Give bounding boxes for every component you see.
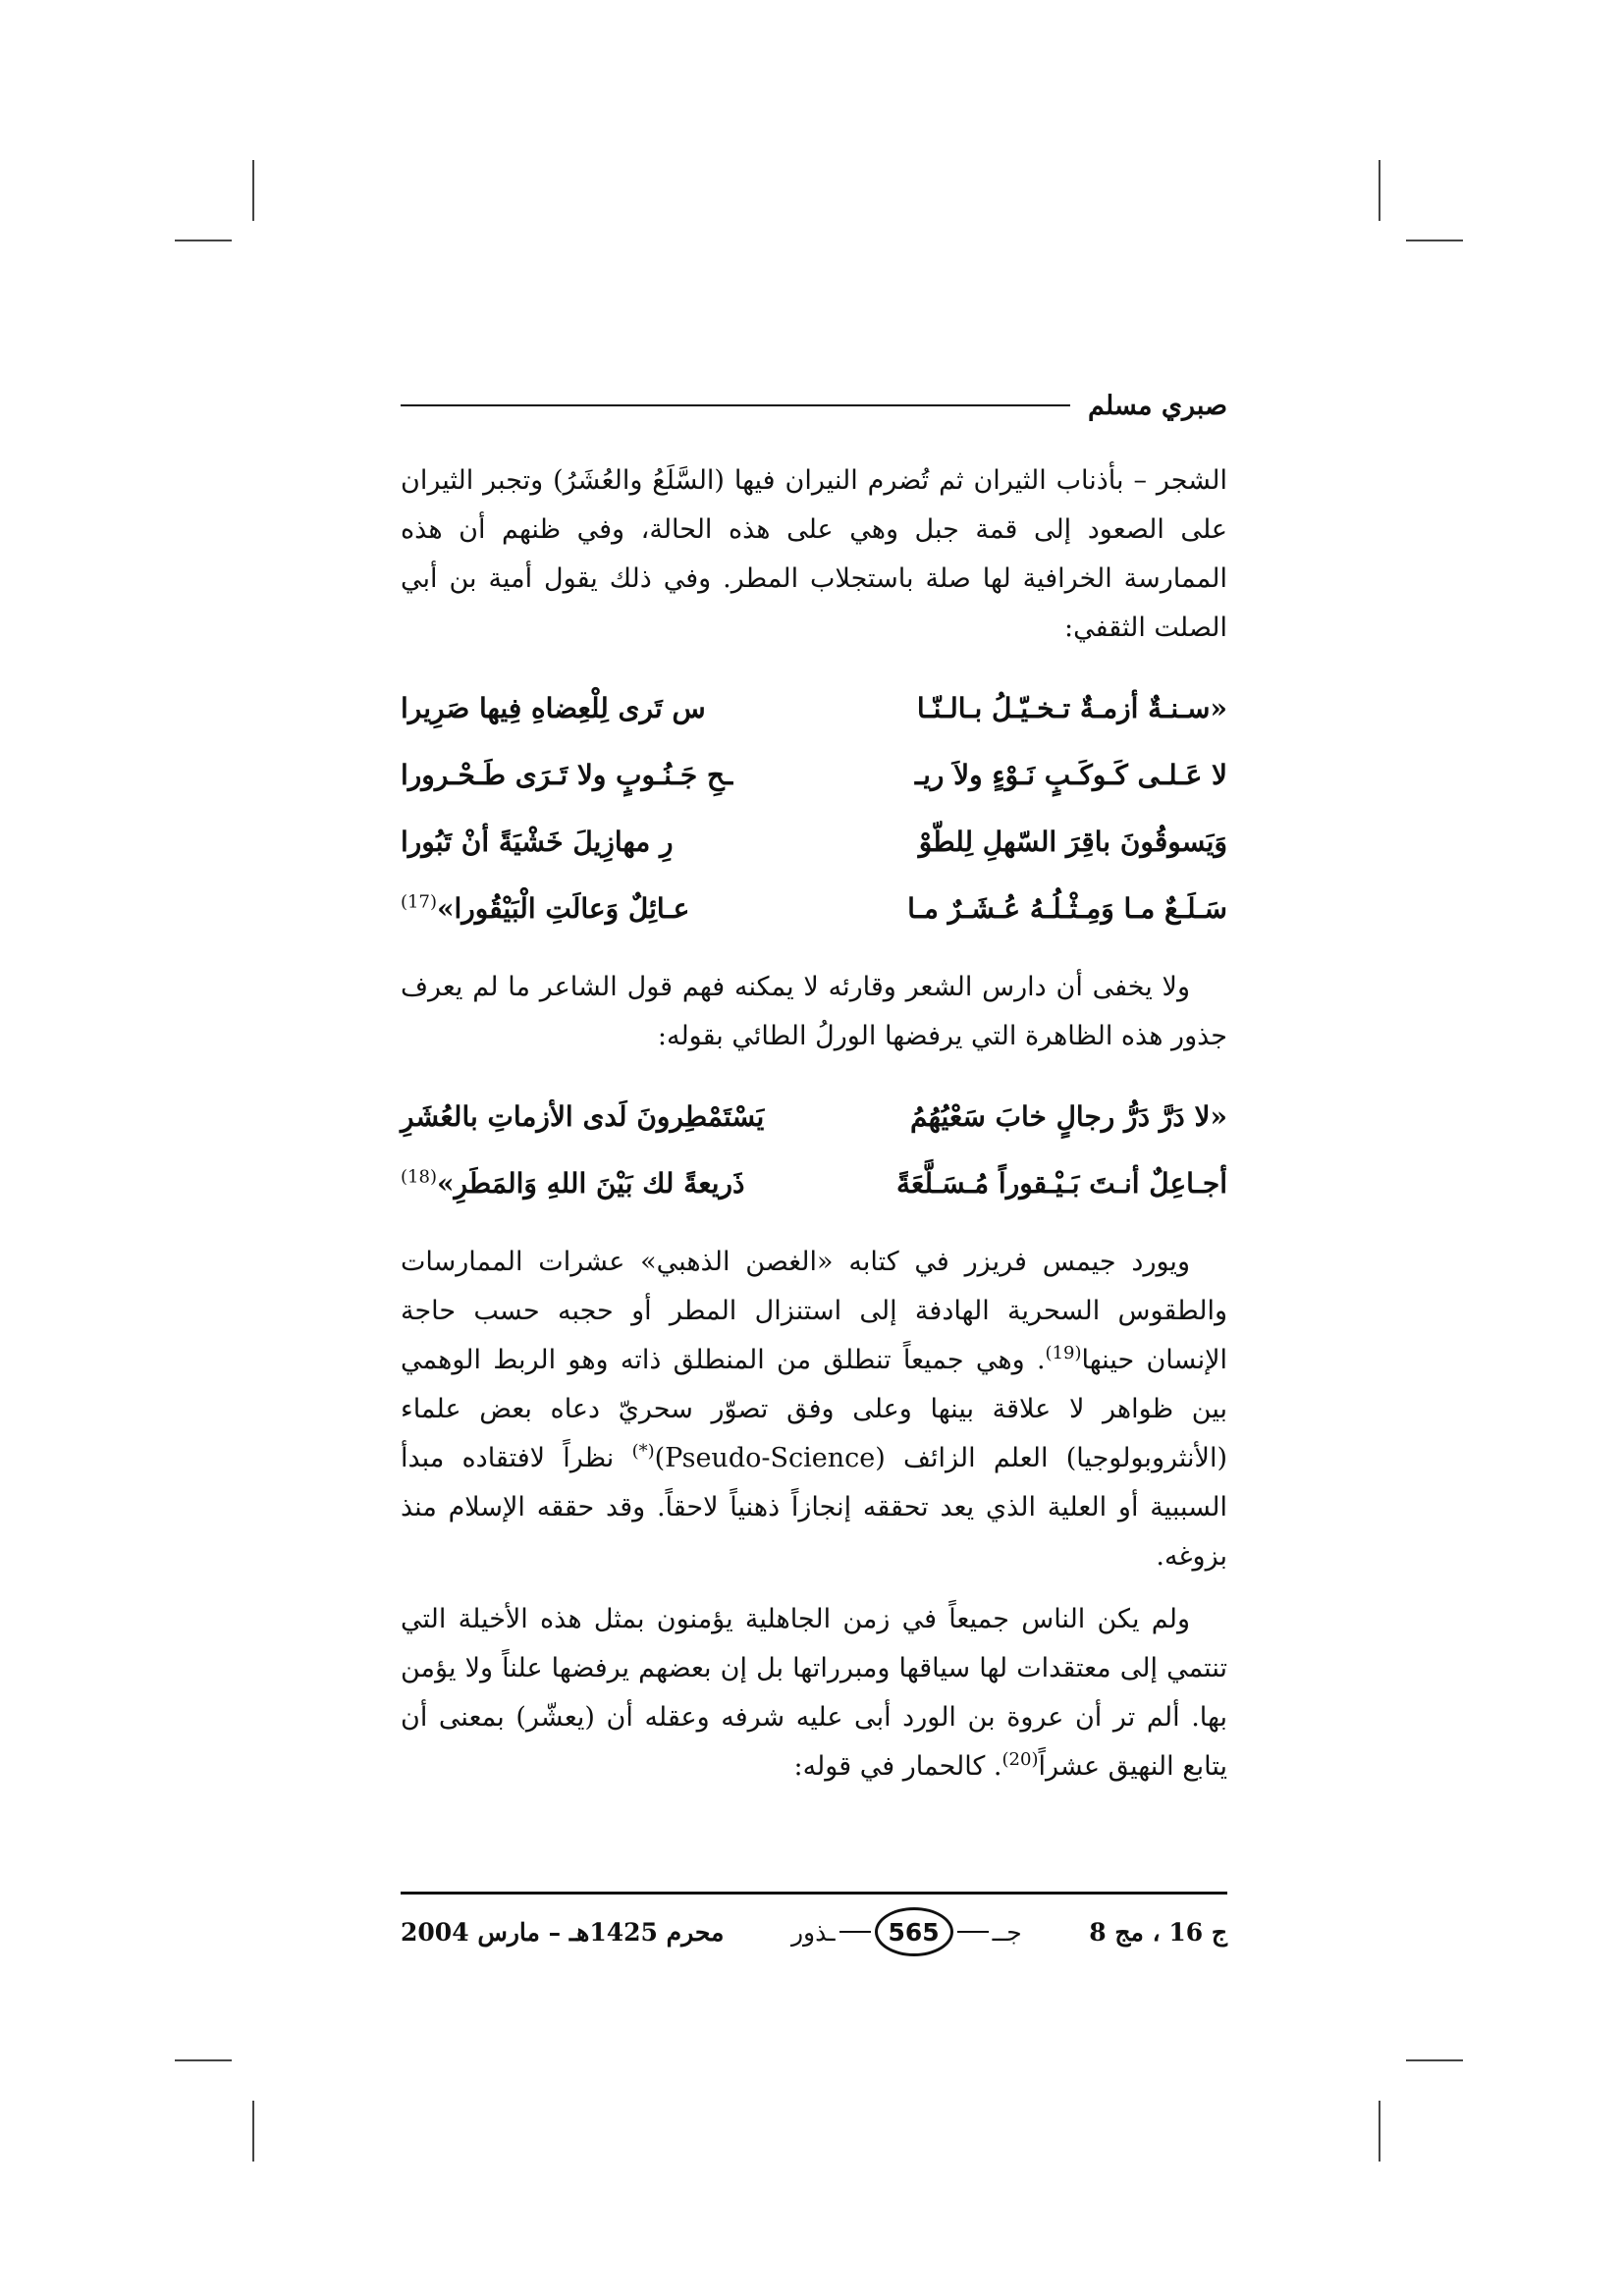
journal-name-start: جــ bbox=[992, 1917, 1022, 1947]
verse-second-hemistich bbox=[401, 1167, 744, 1200]
verse-second-hemistich bbox=[401, 892, 689, 925]
paragraph-3 bbox=[401, 1238, 1227, 1581]
verse-second-hemistich: س تَرى لِلْعِضاهِ فِيها صَرِيرا bbox=[401, 691, 706, 724]
verse-line bbox=[401, 1083, 1227, 1149]
crop-mark bbox=[175, 2059, 232, 2061]
paragraph-text: . كالحمار في قوله: bbox=[793, 1751, 1002, 1782]
paragraph-2: ولا يخفى أن دارس الشعر وقارئه لا يمكنه فهم قول الشاعر ما لم يعرف جذور هذه الظاهرة التي يرفضها الورلُ الطائي بقوله: bbox=[401, 972, 1227, 1051]
running-header bbox=[401, 378, 1227, 433]
verse-line bbox=[401, 674, 1227, 741]
footnote-ref: (19) bbox=[1045, 1343, 1082, 1363]
crop-mark bbox=[1379, 160, 1380, 221]
crop-mark bbox=[175, 240, 232, 241]
verse-text: عـائِلٌ وَعالَتِ الْبَيْقُورا» bbox=[436, 891, 690, 925]
footnote-ref: (*) bbox=[631, 1441, 655, 1462]
paragraph-text: . وهي جميعاً تنطلق من المنطلق ذاته وهو الربط الوهمي بين ظواهر لا علاقة بينها وعلى وفق تصوّر سحريّ دعاه بعض علماء (الأنثروبولوجيا) العلم الزائف (Pseudo-Science) bbox=[401, 1345, 1227, 1473]
verse-second-hemistich: رِ مهازِيلَ خَشْيَةً أنْ تَبُورا bbox=[401, 825, 674, 858]
paragraph-text: نظراً لافتقاده مبدأ السببية أو العلية الذي يعد تحققه إنجازاً ذهنياً لاحقاً. وقد حققه الإسلام منذ بزوغه. bbox=[401, 1443, 1227, 1572]
verse-first-hemistich: أجـاعِلٌ أنـتَ بَـيْـقوراً مُـسَـلَّعَةً bbox=[896, 1166, 1227, 1200]
page-content bbox=[401, 378, 1227, 1968]
crop-mark bbox=[252, 2101, 254, 2162]
verse-line bbox=[401, 741, 1227, 808]
verse-first-hemistich: «لا دَرَّ دَرُّ رجالٍ خابَ سَعْيُهُمُ bbox=[909, 1099, 1227, 1133]
verse-first-hemistich: وَيَسوقُونَ باقِرَ السّهلِ لِلطّوْ bbox=[918, 825, 1227, 858]
journal-logo bbox=[791, 1907, 1022, 1956]
footnote-ref: (20) bbox=[1001, 1749, 1039, 1770]
poem-warl bbox=[401, 1083, 1227, 1216]
page-number: 565 bbox=[875, 1907, 953, 1956]
verse-second-hemistich: يَسْتَمْطِرونَ لَدى الأزماتِ بالعُشَرِ bbox=[401, 1099, 765, 1133]
crop-mark bbox=[1406, 2059, 1463, 2061]
crop-mark bbox=[1379, 2101, 1380, 2162]
logo-stroke bbox=[839, 1931, 871, 1933]
verse-first-hemistich: سَـلَـعٌ مـا وَمِـثْـلُـهُ عُـشَـرٌ مـا bbox=[907, 891, 1227, 925]
verse-line bbox=[401, 1149, 1227, 1216]
verse-first-hemistich: «سـنـةٌ أزمـةٌ تـخـيّـلُ بـالـنّـا bbox=[916, 691, 1227, 724]
footnote-ref: (17) bbox=[401, 891, 437, 913]
header-rule bbox=[401, 404, 1070, 406]
paragraph-text: ولم يكن الناس جميعاً في زمن الجاهلية يؤمنون بمثل هذه الأخيلة التي تنتمي إلى معتقدات لها سياقها ومبرراتها بل إن بعضهم يرفضها علناً ولا يؤمن بها. ألم تر أن عروة بن الورد أبى عليه شرفه وعقله أن (يعشّر) بمعنى أن يتابع النهيق عشراً bbox=[401, 1604, 1227, 1782]
verse-text: ذَريعةً لك بَيْنَ اللهِ وَالمَطَرِ» bbox=[436, 1166, 745, 1200]
crop-mark bbox=[252, 160, 254, 221]
verse-first-hemistich: لا عَـلـى كَـوكَـبٍ نَـوْءٍ ولاَ ريـ bbox=[914, 758, 1227, 791]
issue-date: محرم 1425هـ – مارس 2004 bbox=[401, 1917, 725, 1947]
footnote-ref: (18) bbox=[401, 1166, 437, 1188]
footer-rule bbox=[401, 1892, 1227, 1895]
crop-mark bbox=[1406, 240, 1463, 241]
poem-umayya bbox=[401, 674, 1227, 941]
issue-info: ج 16 ، مج 8 bbox=[1089, 1917, 1227, 1947]
paragraph-4 bbox=[401, 1595, 1227, 1791]
logo-stroke bbox=[957, 1931, 989, 1933]
paragraph-text: ويورد جيمس فريزر في كتابه «الغصن الذهبي» عشرات الممارسات والطقوس السحرية الهادفة إلى استنزال المطر أو حجبه حسب حاجة الإنسان حينها bbox=[401, 1247, 1227, 1375]
verse-line bbox=[401, 808, 1227, 875]
paragraph-1: الشجر – بأذناب الثيران ثم تُضرم النيران فيها (السَّلَعُ والعُشَرُ) وتجبر الثيران على الصعود إلى قمة جبل وهي على هذه الحالة، وفي ظنهم أن هذه الممارسة الخرافية لها صلة باستجلاب المطر. وفي ذلك يقول أمية بن أبي الصلت الثقفي: bbox=[401, 465, 1227, 643]
author-name: صبري مسلم bbox=[1088, 390, 1227, 421]
verse-line bbox=[401, 875, 1227, 941]
verse-second-hemistich: ـحِ جَـنُـوبٍ ولا تَـرَى طَـحْـرورا bbox=[401, 758, 733, 791]
page-footer bbox=[401, 1904, 1227, 1959]
journal-name-end: ـذور bbox=[790, 1917, 836, 1947]
